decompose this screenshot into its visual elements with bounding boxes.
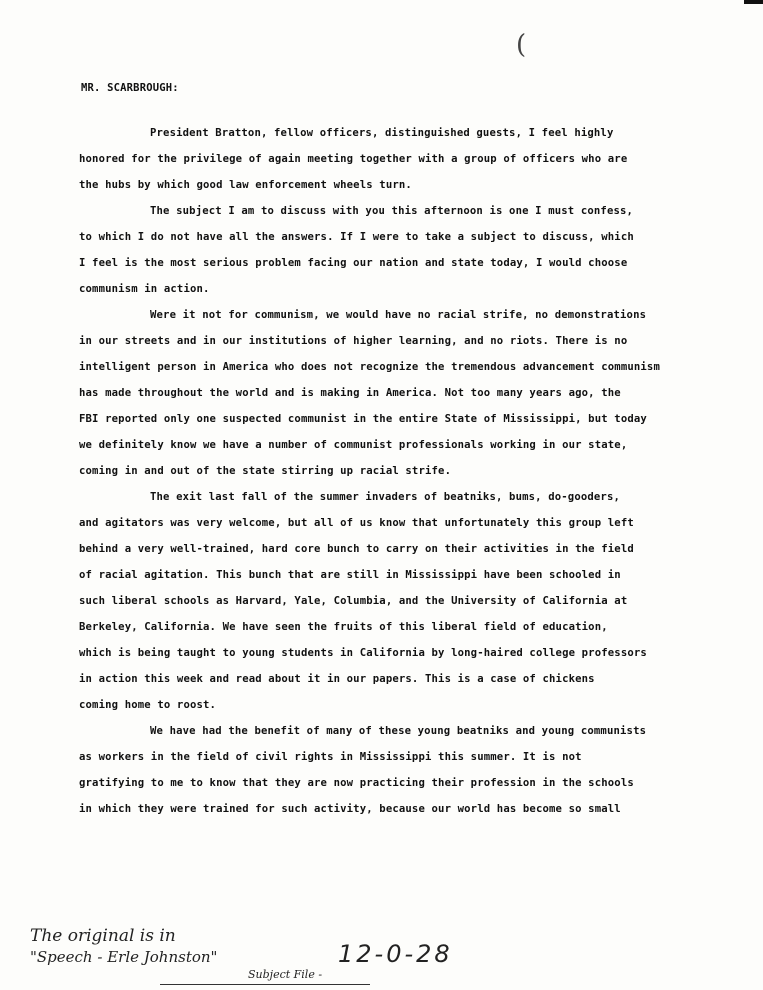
text-line: in action this week and read about it in our papers. This is a case of chickens: [79, 673, 595, 685]
text-line: Were it not for communism, we would have no racial strife, no demonstrations: [150, 309, 647, 321]
text-line: which is being taught to young students in California by long-haired college professors: [79, 647, 647, 659]
handwritten-line: "Speech - Erle Johnston": [30, 948, 218, 966]
paragraph: [79, 484, 729, 718]
paragraph: [79, 718, 729, 822]
text-line: I feel is the most serious problem facing our nation and state today, I would choose: [79, 257, 628, 269]
paragraph: [79, 198, 729, 302]
handwritten-annotation: [30, 926, 460, 986]
text-line: honored for the privilege of again meeting together with a group of officers who are: [79, 153, 628, 165]
paragraph: [79, 302, 729, 484]
handwritten-line: The original is in: [30, 926, 176, 946]
text-line: communism in action.: [79, 283, 210, 295]
underline-stroke: [160, 984, 370, 985]
text-line: in which they were trained for such activity, because our world has become so small: [79, 803, 621, 815]
text-line: of racial agitation. This bunch that are still in Mississippi have been schooled in: [79, 569, 621, 581]
handwritten-line: Subject File -: [248, 968, 323, 981]
text-line: the hubs by which good law enforcement wheels turn.: [79, 179, 412, 191]
text-line: President Bratton, fellow officers, distinguished guests, I feel highly: [150, 127, 614, 139]
text-line: Berkeley, California. We have seen the fruits of this liberal field of education,: [79, 621, 608, 633]
text-line: as workers in the field of civil rights in Mississippi this summer. It is not: [79, 751, 582, 763]
text-line: and agitators was very welcome, but all of us know that unfortunately this group left: [79, 517, 634, 529]
text-line: behind a very well-trained, hard core bunch to carry on their activities in the field: [79, 543, 634, 555]
text-line: to which I do not have all the answers. If I were to take a subject to discuss, which: [79, 231, 634, 243]
document-body: [79, 120, 729, 822]
text-line: we definitely know we have a number of communist professionals working in our state,: [79, 439, 628, 451]
document-number: 12-0-28: [338, 940, 453, 968]
text-line: We have had the benefit of many of these young beatniks and young communists: [150, 725, 647, 737]
text-line: The subject I am to discuss with you this afternoon is one I must confess,: [150, 205, 634, 217]
text-line: coming home to roost.: [79, 699, 217, 711]
speaker-heading: MR. SCARBROUGH:: [81, 82, 179, 94]
paragraph: [79, 120, 729, 198]
text-line: such liberal schools as Harvard, Yale, Columbia, and the University of California at: [79, 595, 628, 607]
corner-mark: [744, 0, 763, 4]
text-line: gratifying to me to know that they are now practicing their profession in the schools: [79, 777, 634, 789]
text-line: coming in and out of the state stirring up racial strife.: [79, 465, 452, 477]
text-line: FBI reported only one suspected communist in the entire State of Mississippi, but today: [79, 413, 647, 425]
text-line: intelligent person in America who does not recognize the tremendous advancement communism: [79, 361, 660, 373]
margin-mark: (: [516, 30, 527, 60]
text-line: in our streets and in our institutions of higher learning, and no riots. There is no: [79, 335, 628, 347]
text-line: The exit last fall of the summer invaders of beatniks, bums, do-gooders,: [150, 491, 621, 503]
text-line: has made throughout the world and is making in America. Not too many years ago, the: [79, 387, 621, 399]
